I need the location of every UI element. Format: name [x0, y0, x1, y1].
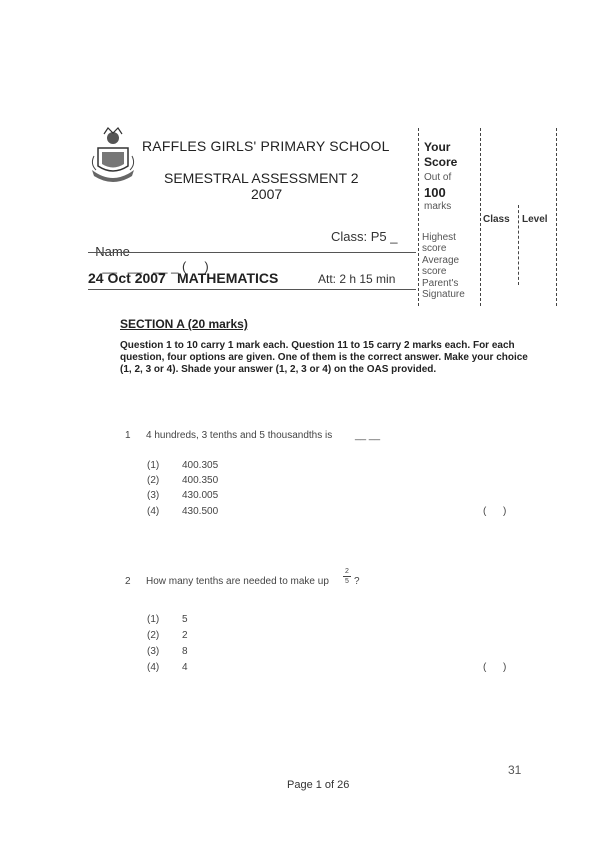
question-number: 2: [125, 576, 131, 587]
answer-blank: __ __: [355, 430, 381, 441]
option-value: 4: [182, 662, 188, 673]
question-number: 1: [125, 430, 131, 441]
option-number: (1): [147, 460, 160, 471]
fraction-numerator: 2: [345, 568, 349, 575]
exam-subject: MATHEMATICS: [177, 270, 279, 286]
signature-label: Signature: [422, 289, 465, 300]
option-value: 5: [182, 614, 188, 625]
option-number: (4): [147, 506, 160, 517]
option-number: (2): [147, 630, 160, 641]
answer-bracket: ( ): [483, 662, 507, 673]
fraction-bar: [343, 576, 351, 577]
answer-bracket: ( ): [483, 506, 507, 517]
time-allowed: Att: 2 h 15 min: [318, 272, 396, 286]
assessment-year: 2007: [251, 186, 283, 202]
divider-line: [88, 252, 416, 253]
option-number: (1): [147, 614, 160, 625]
question-text: How many tenths are needed to make up: [146, 576, 329, 587]
your-label: Your: [424, 140, 451, 154]
parents-label: Parent's: [422, 278, 459, 289]
average-label: Average: [422, 255, 460, 266]
option-value: 400.305: [182, 460, 219, 471]
option-number: (3): [147, 490, 160, 501]
option-number: (4): [147, 662, 160, 673]
section-instructions: Question 1 to 10 carry 1 mark each. Question 11 to 15 carry 2 marks each. For each question, four options are given. One of them is the correct answer. Make your choice (1, 2, 3 or 4). Shade your answer (1, 2, 3 or 4) on the OAS provided.: [120, 340, 528, 375]
school-crest-logo: [88, 126, 138, 188]
page-mark: 31: [508, 763, 522, 777]
name-blank: __ __ __ _ ( ): [95, 259, 209, 274]
level-column-header: Level: [522, 214, 548, 225]
fraction-denominator: 5: [345, 578, 349, 585]
question-text: 4 hundreds, 3 tenths and 5 thousandths is: [146, 430, 333, 441]
section-heading: SECTION A (20 marks): [120, 317, 248, 331]
divider-line: [88, 289, 416, 290]
highest-score-label: score: [422, 243, 447, 254]
score-box-border: [556, 128, 557, 306]
school-name: RAFFLES GIRLS' PRIMARY SCHOOL: [142, 138, 390, 154]
score-box-border: [418, 128, 419, 306]
option-value: 8: [182, 646, 188, 657]
marks-label: marks: [424, 201, 452, 212]
total-marks: 100: [424, 185, 446, 200]
assessment-title: SEMESTRAL ASSESSMENT 2: [164, 170, 359, 186]
page-number: Page 1 of 26: [287, 779, 350, 791]
class-column-header: Class: [483, 214, 510, 225]
option-value: 2: [182, 630, 188, 641]
option-number: (3): [147, 646, 160, 657]
highest-label: Highest: [422, 232, 456, 243]
fraction: [343, 568, 351, 585]
score-box-border: [480, 128, 481, 306]
question-mark: ?: [354, 576, 360, 587]
class-label: Class: P5 _: [331, 229, 398, 244]
score-label: Score: [424, 155, 458, 169]
option-value: 400.350: [182, 475, 219, 486]
option-value: 430.500: [182, 506, 219, 517]
name-label: Name: [95, 244, 130, 259]
score-box-border: [518, 205, 519, 285]
average-score-label: score: [422, 266, 447, 277]
out-of-label: Out of: [424, 172, 452, 183]
option-number: (2): [147, 475, 160, 486]
exam-date: 24 Oct 2007: [88, 270, 166, 286]
option-value: 430.005: [182, 490, 219, 501]
